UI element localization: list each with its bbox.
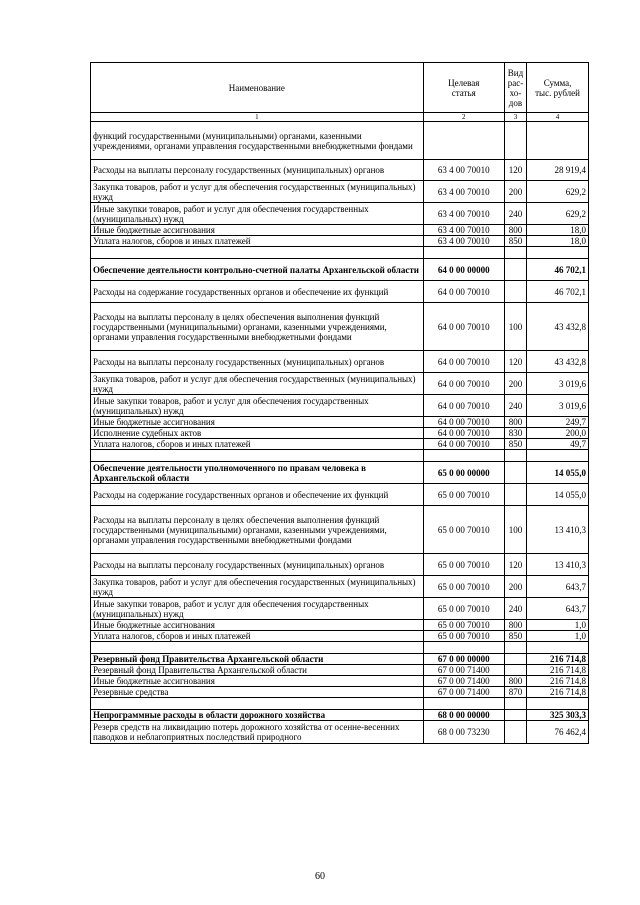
empty-cell xyxy=(527,450,589,462)
spacer-row xyxy=(91,642,589,654)
table-row xyxy=(91,160,589,181)
table-row xyxy=(91,373,589,395)
cell-amount: 18,0 xyxy=(527,236,589,247)
cell-target-code: 65 0 00 70010 xyxy=(423,506,504,554)
table-row xyxy=(91,576,589,598)
cell-target-code: 63 4 00 70010 xyxy=(423,160,504,181)
cell-name: Расходы на выплаты персоналу государственных (муниципальных) органов xyxy=(91,160,424,181)
cell-target-code xyxy=(423,122,504,160)
cell-name: Расходы на выплаты персоналу государственных (муниципальных) органов xyxy=(91,351,424,373)
table-row xyxy=(91,395,589,417)
empty-cell xyxy=(91,642,424,654)
cell-amount: 629,2 xyxy=(527,203,589,225)
cell-target-code: 63 4 00 70010 xyxy=(423,181,504,203)
cell-expense-type: 120 xyxy=(504,554,526,576)
cell-name: Непрограммные расходы в области дорожного хозяйства xyxy=(91,710,424,721)
cell-amount: 28 919,4 xyxy=(527,160,589,181)
table-row xyxy=(91,122,589,160)
cell-name: Исполнение судебных актов xyxy=(91,428,424,439)
header-name: Наименование xyxy=(91,63,424,113)
table-row xyxy=(91,554,589,576)
empty-cell xyxy=(504,642,526,654)
cell-expense-type: 800 xyxy=(504,417,526,428)
table-row xyxy=(91,203,589,225)
cell-expense-type xyxy=(504,710,526,721)
cell-name: Расходы на выплаты персоналу государственных (муниципальных) органов xyxy=(91,554,424,576)
empty-cell xyxy=(527,247,589,259)
cell-expense-type xyxy=(504,122,526,160)
cell-name: Иные закупки товаров, работ и услуг для обеспечения государственных (муниципальных) нужд xyxy=(91,598,424,620)
table-row xyxy=(91,687,589,698)
cell-target-code: 65 0 00 70010 xyxy=(423,576,504,598)
page-number: 60 xyxy=(315,871,325,882)
cell-target-code: 67 0 00 71400 xyxy=(423,665,504,676)
cell-name: Закупка товаров, работ и услуг для обеспечения государственных (муниципальных) нужд xyxy=(91,181,424,203)
cell-target-code: 64 0 00 70010 xyxy=(423,351,504,373)
cell-amount: 325 303,3 xyxy=(527,710,589,721)
cell-name: Закупка товаров, работ и услуг для обеспечения государственных (муниципальных) нужд xyxy=(91,373,424,395)
cell-name: Обеспечение деятельности уполномоченного по правам человека в Архангельской области xyxy=(91,462,424,484)
cell-amount xyxy=(527,122,589,160)
cell-target-code: 64 0 00 70010 xyxy=(423,395,504,417)
spacer-row xyxy=(91,450,589,462)
cell-expense-type: 850 xyxy=(504,236,526,247)
cell-expense-type: 800 xyxy=(504,676,526,687)
table-row xyxy=(91,281,589,303)
table-row xyxy=(91,598,589,620)
cell-amount: 13 410,3 xyxy=(527,554,589,576)
cell-amount: 249,7 xyxy=(527,417,589,428)
table-row xyxy=(91,506,589,554)
empty-cell xyxy=(504,698,526,710)
cell-amount: 3 019,6 xyxy=(527,395,589,417)
cell-name: Резервный фонд Правительства Архангельской области xyxy=(91,665,424,676)
table-body xyxy=(91,122,589,744)
cell-expense-type: 850 xyxy=(504,439,526,450)
cell-expense-type xyxy=(504,484,526,506)
table-row xyxy=(91,654,589,665)
cell-name: Иные закупки товаров, работ и услуг для обеспечения государственных (муниципальных) нужд xyxy=(91,203,424,225)
cell-expense-type: 120 xyxy=(504,160,526,181)
cell-name: Иные бюджетные ассигнования xyxy=(91,676,424,687)
cell-expense-type: 100 xyxy=(504,506,526,554)
cell-target-code: 64 0 00 70010 xyxy=(423,417,504,428)
cell-name: Резерв средств на ликвидацию потерь дорожного хозяйства от осенне-весенних паводков и неблагоприятных последствий природного xyxy=(91,721,424,744)
cell-expense-type: 850 xyxy=(504,631,526,642)
cell-expense-type: 200 xyxy=(504,181,526,203)
cell-expense-type: 100 xyxy=(504,303,526,351)
empty-cell xyxy=(423,642,504,654)
cell-name: Иные закупки товаров, работ и услуг для обеспечения государственных (муниципальных) нужд xyxy=(91,395,424,417)
cell-name: Резервные средства xyxy=(91,687,424,698)
cell-name: Расходы на содержание государственных органов и обеспечение их функций xyxy=(91,281,424,303)
table-row xyxy=(91,620,589,631)
table-row xyxy=(91,484,589,506)
cell-name: Закупка товаров, работ и услуг для обеспечения государственных (муниципальных) нужд xyxy=(91,576,424,598)
cell-target-code: 65 0 00 70010 xyxy=(423,598,504,620)
cell-name: Иные бюджетные ассигнования xyxy=(91,417,424,428)
cell-target-code: 65 0 00 70010 xyxy=(423,620,504,631)
cell-target-code: 64 0 00 70010 xyxy=(423,428,504,439)
empty-cell xyxy=(527,642,589,654)
cell-name: Расходы на выплаты персоналу в целях обеспечения выполнения функций государственными (муниципальными) органами, казенными учреждениями, органами управления государственными внебюджетными фондами xyxy=(91,506,424,554)
cell-expense-type: 800 xyxy=(504,620,526,631)
empty-cell xyxy=(504,450,526,462)
cell-target-code: 68 0 00 00000 xyxy=(423,710,504,721)
cell-expense-type: 200 xyxy=(504,576,526,598)
empty-cell xyxy=(504,247,526,259)
cell-amount: 14 055,0 xyxy=(527,462,589,484)
cell-amount: 216 714,8 xyxy=(527,654,589,665)
cell-target-code: 67 0 00 71400 xyxy=(423,687,504,698)
cell-expense-type: 800 xyxy=(504,225,526,236)
cell-target-code: 63 4 00 70010 xyxy=(423,203,504,225)
table-row xyxy=(91,676,589,687)
cell-amount: 18,0 xyxy=(527,225,589,236)
cell-target-code: 64 0 00 00000 xyxy=(423,259,504,281)
cell-amount: 200,0 xyxy=(527,428,589,439)
table-row xyxy=(91,417,589,428)
cell-expense-type xyxy=(504,654,526,665)
cell-amount: 1,0 xyxy=(527,631,589,642)
spacer-row xyxy=(91,247,589,259)
column-number: 3 xyxy=(504,113,526,122)
empty-cell xyxy=(423,450,504,462)
cell-target-code: 65 0 00 70010 xyxy=(423,484,504,506)
column-number-row xyxy=(91,113,589,122)
cell-expense-type: 240 xyxy=(504,598,526,620)
cell-amount: 3 019,6 xyxy=(527,373,589,395)
table-row xyxy=(91,259,589,281)
cell-expense-type: 870 xyxy=(504,687,526,698)
cell-target-code: 64 0 00 70010 xyxy=(423,281,504,303)
cell-target-code: 64 0 00 70010 xyxy=(423,303,504,351)
cell-target-code: 63 4 00 70010 xyxy=(423,236,504,247)
header-target: Целевая статья xyxy=(423,63,504,113)
cell-target-code: 65 0 00 70010 xyxy=(423,631,504,642)
cell-amount: 49,7 xyxy=(527,439,589,450)
cell-expense-type: 200 xyxy=(504,373,526,395)
cell-amount: 43 432,8 xyxy=(527,351,589,373)
cell-name: Обеспечение деятельности контрольно-счетной палаты Архангельской области xyxy=(91,259,424,281)
cell-target-code: 68 0 00 73230 xyxy=(423,721,504,744)
cell-amount: 43 432,8 xyxy=(527,303,589,351)
cell-amount: 643,7 xyxy=(527,576,589,598)
cell-expense-type xyxy=(504,665,526,676)
cell-expense-type: 830 xyxy=(504,428,526,439)
cell-name: Иные бюджетные ассигнования xyxy=(91,620,424,631)
cell-target-code: 67 0 00 71400 xyxy=(423,676,504,687)
cell-name: Резервный фонд Правительства Архангельской области xyxy=(91,654,424,665)
empty-cell xyxy=(91,698,424,710)
cell-target-code: 64 0 00 70010 xyxy=(423,439,504,450)
table-row xyxy=(91,236,589,247)
table-row xyxy=(91,439,589,450)
empty-cell xyxy=(91,450,424,462)
column-number: 2 xyxy=(423,113,504,122)
table-row xyxy=(91,303,589,351)
cell-expense-type xyxy=(504,281,526,303)
cell-amount: 46 702,1 xyxy=(527,281,589,303)
cell-amount: 216 714,8 xyxy=(527,687,589,698)
cell-name: Расходы на выплаты персоналу в целях обеспечения выполнения функций государственными (муниципальными) органами, казенными учреждениями, органами управления государственными внебюджетными фондами xyxy=(91,303,424,351)
cell-target-code: 67 0 00 00000 xyxy=(423,654,504,665)
cell-amount: 629,2 xyxy=(527,181,589,203)
empty-cell xyxy=(527,698,589,710)
cell-amount: 76 462,4 xyxy=(527,721,589,744)
cell-name: Расходы на содержание государственных органов и обеспечение их функций xyxy=(91,484,424,506)
cell-amount: 14 055,0 xyxy=(527,484,589,506)
empty-cell xyxy=(423,247,504,259)
table-row xyxy=(91,631,589,642)
table-row xyxy=(91,462,589,484)
table-row xyxy=(91,181,589,203)
cell-expense-type: 120 xyxy=(504,351,526,373)
cell-amount: 216 714,8 xyxy=(527,665,589,676)
cell-amount: 1,0 xyxy=(527,620,589,631)
column-number: 1 xyxy=(91,113,424,122)
table-row xyxy=(91,428,589,439)
cell-target-code: 65 0 00 00000 xyxy=(423,462,504,484)
table-row xyxy=(91,225,589,236)
cell-name: Иные бюджетные ассигнования xyxy=(91,225,424,236)
cell-amount: 643,7 xyxy=(527,598,589,620)
cell-amount: 13 410,3 xyxy=(527,506,589,554)
cell-expense-type: 240 xyxy=(504,395,526,417)
budget-table xyxy=(90,62,589,744)
cell-amount: 46 702,1 xyxy=(527,259,589,281)
header-type: Вид рас- хо- дов xyxy=(504,63,526,113)
cell-amount: 216 714,8 xyxy=(527,676,589,687)
table-row xyxy=(91,721,589,744)
cell-expense-type xyxy=(504,259,526,281)
cell-target-code: 65 0 00 70010 xyxy=(423,554,504,576)
cell-name: Уплата налогов, сборов и иных платежей xyxy=(91,631,424,642)
cell-name: функций государственными (муниципальными) органами, казенными учреждениями, органами управления государственными внебюджетными фондами xyxy=(91,122,424,160)
cell-name: Уплата налогов, сборов и иных платежей xyxy=(91,439,424,450)
cell-expense-type: 240 xyxy=(504,203,526,225)
cell-target-code: 63 4 00 70010 xyxy=(423,225,504,236)
table-row xyxy=(91,710,589,721)
empty-cell xyxy=(91,247,424,259)
table-header-row xyxy=(91,63,589,113)
cell-expense-type xyxy=(504,721,526,744)
column-number: 4 xyxy=(527,113,589,122)
table-row xyxy=(91,665,589,676)
table-row xyxy=(91,351,589,373)
empty-cell xyxy=(423,698,504,710)
cell-expense-type xyxy=(504,462,526,484)
spacer-row xyxy=(91,698,589,710)
cell-name: Уплата налогов, сборов и иных платежей xyxy=(91,236,424,247)
cell-target-code: 64 0 00 70010 xyxy=(423,373,504,395)
header-sum: Сумма, тыс. рублей xyxy=(527,63,589,113)
